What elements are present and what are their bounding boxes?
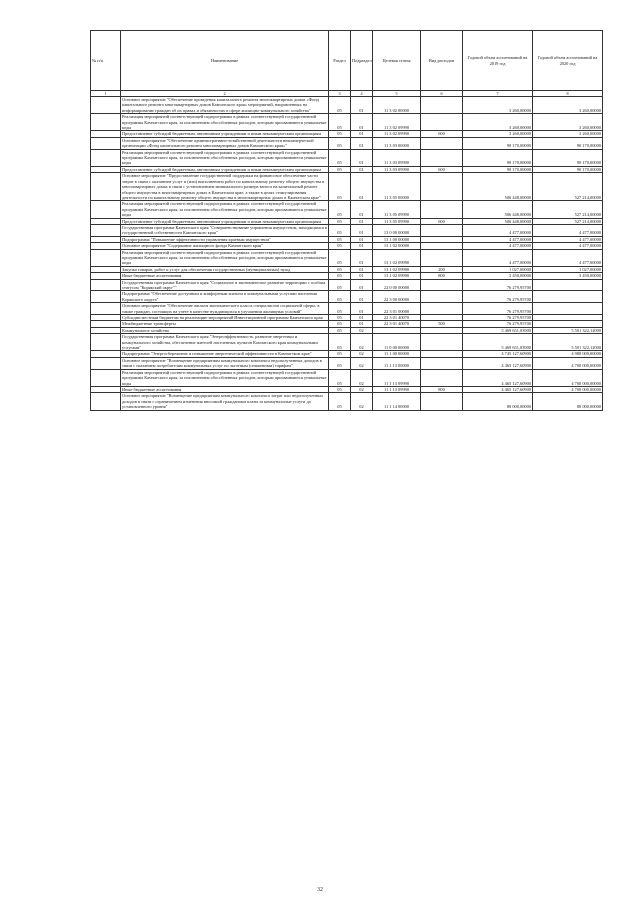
row-num-cell	[91, 97, 121, 114]
row-name-cell: Реализация мероприятий соответствующей подпрограммы в рамках соответствующей государственной программы Камчатского края, за исключением обособленных расходов, которым присваиваются уникальные коды	[121, 249, 329, 266]
row-name-cell: Подпрограмма "Энергосбережение и повышение энергетической эффективности в Камчатском крае"	[121, 351, 329, 357]
row-num-cell	[91, 114, 121, 131]
row-num-cell	[91, 279, 121, 291]
row-statya-cell: 11 3 05 00000	[373, 173, 421, 201]
row-statya-cell: 13 1 02 09990	[373, 266, 421, 272]
row-podrazdel-cell: 01	[351, 224, 373, 236]
row-podrazdel-cell: 01	[351, 279, 373, 291]
row-vid-cell	[421, 224, 463, 236]
row-vid-cell	[421, 279, 463, 291]
row-name-cell: Основное мероприятие "Возмещение предприятиям коммунального комплекса затрат или недополученных доходов в связи с ограничением изменения вносимой гражданами платы за коммунальные услуги до установленного уровня"	[121, 393, 329, 410]
row-2019-cell: 76 279,95700	[463, 315, 533, 321]
row-vid-cell: 500	[421, 321, 463, 327]
row-num-cell	[91, 201, 121, 218]
row-name-cell: Предоставление субсидий бюджетным, автономным учреждениям и иным некоммерческим организациям	[121, 218, 329, 224]
row-2020-cell: 4 980 000,00000	[533, 351, 603, 357]
row-2019-cell: 3 260,00000	[463, 114, 533, 131]
row-vid-cell: 800	[421, 273, 463, 279]
row-statya-cell: 13 0 00 00000	[373, 224, 421, 236]
row-podrazdel-cell: 01	[351, 291, 373, 303]
row-name-cell: Основное мероприятие "Обеспечение проведения капитального ремонта многоквартирных домов «Фонд капитального ремонта многоквартирных домов Камчатского края» мероприятий, направленных на информирование граждан об их правах и обязанностях в сфере жилищно-коммунального хозяйства"	[121, 97, 329, 114]
row-num-cell	[91, 291, 121, 303]
row-2019-cell: 4 477,00000	[463, 236, 533, 242]
row-vid-cell	[421, 97, 463, 114]
row-podrazdel-cell: 01	[351, 236, 373, 242]
row-razdel-cell: 05	[329, 303, 351, 315]
row-name-cell: Иные бюджетные ассигнования	[121, 386, 329, 392]
row-vid-cell	[421, 137, 463, 149]
row-razdel-cell: 05	[329, 279, 351, 291]
row-razdel-cell: 05	[329, 321, 351, 327]
row-razdel-cell: 05	[329, 149, 351, 166]
row-2019-cell: 90 170,00000	[463, 137, 533, 149]
row-name-cell: Основное мероприятие "Содержание жилищного фонда Камчатского края"	[121, 243, 329, 249]
row-2019-cell: 4 745 127,60900	[463, 351, 533, 357]
row-name-cell: Государственная программа Камчатского края "Социальное и экономическое развитие территории с особым статусом "Корякский округ""	[121, 279, 329, 291]
row-podrazdel-cell: 01	[351, 303, 373, 315]
row-2020-cell	[533, 303, 603, 315]
row-razdel-cell: 05	[329, 218, 351, 224]
index-cell: 5	[373, 91, 421, 97]
row-name-cell: Подпрограмма "Обеспечение доступным и комфортным жильем и коммунальными услугами населения Корякского округа"	[121, 291, 329, 303]
row-2020-cell: 90 170,00000	[533, 166, 603, 172]
row-name-cell: Реализация мероприятий соответствующей подпрограммы в рамках соответствующей государственной программы Камчатского края, за исключением обособленных расходов, которым присваиваются уникальные коды	[121, 149, 329, 166]
index-cell: 3	[329, 91, 351, 97]
row-razdel-cell: 05	[329, 315, 351, 321]
row-name-cell: Государственная программа Камчатского края "Совершенствование управления имуществом, находящимся в государственной собственности Камчатского края"	[122, 224, 327, 236]
row-2020-cell: 3 260,00000	[533, 131, 603, 137]
row-name-cell: Основное мероприятие "Возмещение предприятиям коммунального комплекса недополученных доходов в связи с оказанием потребителям коммунальных услуг по льготным (сниженным) тарифам"	[121, 357, 329, 369]
row-2019-cell: 506 448,00000	[463, 218, 533, 224]
row-2019-cell: 76 279,95700	[463, 291, 533, 303]
row-statya-cell: 22 0 00 00000	[373, 279, 421, 291]
row-razdel-cell: 05	[329, 357, 351, 369]
table-row	[91, 149, 603, 166]
row-statya-cell: 13 1 02 00000	[373, 243, 421, 249]
row-num-cell	[91, 224, 121, 236]
row-razdel-cell: 05	[329, 173, 351, 201]
header-num: № п/п	[91, 31, 121, 91]
table-row	[91, 303, 603, 315]
row-vid-cell: 600	[421, 166, 463, 172]
row-2019-cell: 76 279,95700	[463, 303, 533, 315]
row-razdel-cell: 05	[329, 97, 351, 114]
table-row	[91, 334, 603, 351]
row-2019-cell: 4 477,00000	[463, 249, 533, 266]
row-2019-cell: 4 465 127,60900	[463, 386, 533, 392]
index-cell: 2	[121, 91, 329, 97]
row-vid-cell	[421, 369, 463, 386]
row-2019-cell: 4 465 127,60900	[463, 369, 533, 386]
row-2020-cell: 5 501 322,12000	[533, 334, 603, 351]
row-name-cell: Основное мероприятие "Обеспечение административно-хозяйственной деятельности некоммерческой организации «Фонд капитального ремонта многоквартирных домов Камчатского края»"	[121, 137, 329, 149]
row-statya-cell: 22 3 01 40070	[373, 321, 421, 327]
budget-table	[90, 30, 603, 411]
row-statya-cell: 11 3 02 00000	[373, 97, 421, 114]
table-row	[91, 173, 603, 201]
table-row	[91, 97, 603, 114]
row-vid-cell	[421, 291, 463, 303]
row-2019-cell: 3 450,00000	[463, 273, 533, 279]
row-podrazdel-cell: 02	[351, 357, 373, 369]
table-body	[91, 97, 603, 411]
header-vid: Вид расходов	[421, 31, 463, 91]
row-razdel-cell: 05	[329, 393, 351, 410]
row-2019-cell: 76 279,95700	[463, 321, 533, 327]
header-name: Наименование	[121, 31, 329, 91]
row-2019-cell: 90 170,00000	[463, 149, 533, 166]
row-statya-cell: 11 1 13 09990	[373, 386, 421, 392]
row-razdel-cell: 05	[329, 131, 351, 137]
row-razdel-cell: 05	[329, 249, 351, 266]
row-statya-cell: 11 1 13 00000	[373, 357, 421, 369]
row-razdel-cell: 05	[329, 291, 351, 303]
row-razdel-cell: 05	[329, 273, 351, 279]
header-2020: Годовой объем ассигнований на 2020 год	[533, 31, 603, 91]
row-vid-cell	[421, 114, 463, 131]
row-statya-cell: 11 3 03 00000	[373, 137, 421, 149]
row-2019-cell: 1 027,00000	[463, 266, 533, 272]
row-statya-cell: 22 3 00 00000	[373, 291, 421, 303]
row-name-cell: Подпрограмма "Повышение эффективности управления краевым имуществом"	[121, 236, 329, 242]
row-vid-cell	[421, 149, 463, 166]
row-num-cell	[91, 173, 121, 201]
row-2020-cell: 4 477,00000	[533, 224, 603, 236]
index-cell: 1	[91, 91, 121, 97]
row-statya-cell: 11 1 13 09990	[373, 369, 421, 386]
row-2020-cell: 527 214,00000	[533, 201, 603, 218]
row-podrazdel-cell: 01	[351, 97, 373, 114]
row-vid-cell	[421, 303, 463, 315]
header-2019: Годовой объем ассигнований на 2019 год	[463, 31, 533, 91]
row-podrazdel-cell: 02	[351, 386, 373, 392]
row-razdel-cell: 05	[329, 236, 351, 242]
row-razdel-cell: 05	[329, 327, 351, 333]
table-row	[91, 369, 603, 386]
row-razdel-cell: 05	[329, 351, 351, 357]
row-statya-cell: 11 3 02 09990	[373, 114, 421, 131]
row-2019-cell: 4 477,00000	[463, 243, 533, 249]
row-podrazdel-cell: 01	[351, 131, 373, 137]
table-header-row	[91, 31, 603, 91]
row-2019-cell: 506 448,00000	[463, 173, 533, 201]
row-statya-cell: 11 1 00 00000	[373, 351, 421, 357]
row-razdel-cell: 05	[329, 334, 351, 351]
row-statya-cell: 11 0 00 00000	[373, 334, 421, 351]
row-2019-cell: 4 465 127,60900	[463, 357, 533, 369]
table-row	[91, 279, 603, 291]
row-2020-cell: 90 170,00000	[533, 137, 603, 149]
row-podrazdel-cell: 02	[351, 327, 373, 333]
row-vid-cell	[421, 393, 463, 410]
row-2019-cell: 5 469 651,03900	[463, 327, 533, 333]
row-podrazdel-cell: 01	[351, 173, 373, 201]
row-2019-cell: 5 469 651,03900	[463, 334, 533, 351]
row-2020-cell: 90 170,00000	[533, 149, 603, 166]
row-2019-cell: 80 000,00000	[463, 393, 533, 410]
row-statya-cell: 22 3 01 00000	[373, 303, 421, 315]
table-row	[91, 224, 603, 236]
row-podrazdel-cell: 01	[351, 166, 373, 172]
row-razdel-cell: 05	[329, 266, 351, 272]
row-2020-cell: 3 450,00000	[533, 273, 603, 279]
table-row	[91, 249, 603, 266]
row-2019-cell: 3 260,00000	[463, 131, 533, 137]
row-name-cell: Коммунальное хозяйство	[121, 327, 329, 333]
row-name-cell: Реализация мероприятий соответствующей подпрограммы в рамках соответствующей государственной программы Камчатского края, за исключением обособленных расходов, которым присваиваются уникальные коды	[121, 201, 329, 218]
row-name-cell: Основное мероприятие "Обеспечение жильем экономического класса специалистов социальной сферы, в также граждан, состоящих на учете в качестве нуждающихся в улучшении жилищных условий"	[121, 303, 329, 315]
row-num-cell	[91, 149, 121, 166]
row-2020-cell: 4 477,00000	[533, 236, 603, 242]
index-cell: 7	[463, 91, 533, 97]
table-row	[91, 357, 603, 369]
row-podrazdel-cell: 01	[351, 114, 373, 131]
row-num-cell	[91, 137, 121, 149]
row-2020-cell	[533, 279, 603, 291]
row-podrazdel-cell: 01	[351, 249, 373, 266]
row-num-cell	[91, 249, 121, 266]
row-2020-cell: 5 501 322,12000	[533, 327, 603, 333]
row-2019-cell: 90 170,00000	[463, 166, 533, 172]
row-name-cell: Иные бюджетные ассигнования	[121, 273, 329, 279]
index-cell: 8	[533, 91, 603, 97]
row-vid-cell: 600	[421, 131, 463, 137]
index-cell: 6	[421, 91, 463, 97]
row-num-cell	[91, 334, 121, 351]
row-2020-cell: 527 214,00000	[533, 173, 603, 201]
row-2020-cell: 4 477,00000	[533, 243, 603, 249]
row-name-cell: Закупка товаров, работ и услуг для обеспечения государственных (муниципальных) нужд	[121, 266, 329, 272]
row-2019-cell: 506 448,00000	[463, 201, 533, 218]
header-podrazdel: Подраздел	[351, 31, 373, 91]
row-vid-cell	[421, 173, 463, 201]
row-name-cell: Предоставление субсидий бюджетным, автономным учреждениям и иным некоммерческим организациям	[121, 131, 329, 137]
row-vid-cell: 600	[421, 218, 463, 224]
row-podrazdel-cell: 02	[351, 334, 373, 351]
row-podrazdel-cell: 01	[351, 201, 373, 218]
header-statya: Целевая статья	[373, 31, 421, 91]
row-2020-cell: 1 027,00000	[533, 266, 603, 272]
row-razdel-cell: 05	[329, 114, 351, 131]
row-razdel-cell: 05	[329, 224, 351, 236]
row-vid-cell: 200	[421, 266, 463, 272]
row-razdel-cell: 05	[329, 369, 351, 386]
row-2020-cell	[533, 291, 603, 303]
row-vid-cell	[421, 357, 463, 369]
row-2020-cell: 3 260,00000	[533, 97, 603, 114]
row-2020-cell: 80 000,00000	[533, 393, 603, 410]
row-podrazdel-cell: 01	[351, 315, 373, 321]
row-statya-cell: 13 1 02 09990	[373, 249, 421, 266]
row-2020-cell: 4 700 000,00000	[533, 369, 603, 386]
row-statya-cell: 11 3 03 09990	[373, 149, 421, 166]
row-2019-cell: 4 477,00000	[463, 224, 533, 236]
row-num-cell	[91, 369, 121, 386]
row-podrazdel-cell: 01	[351, 149, 373, 166]
row-vid-cell	[421, 249, 463, 266]
row-num-cell	[91, 357, 121, 369]
row-statya-cell: 11 1 14 00000	[373, 393, 421, 410]
row-statya-cell: 22 3 01 40070	[373, 315, 421, 321]
row-razdel-cell: 05	[329, 201, 351, 218]
row-podrazdel-cell: 02	[351, 369, 373, 386]
table-row	[91, 393, 603, 410]
table-row	[91, 291, 603, 303]
row-vid-cell: 800	[421, 386, 463, 392]
row-num-cell	[91, 303, 121, 315]
row-podrazdel-cell: 01	[351, 321, 373, 327]
page-number: 32	[317, 887, 323, 893]
row-2020-cell: 4 700 000,00000	[533, 357, 603, 369]
row-statya-cell: 11 3 05 09990	[373, 201, 421, 218]
row-podrazdel-cell: 02	[351, 393, 373, 410]
row-2020-cell: 4 477,00000	[533, 249, 603, 266]
row-num-cell	[91, 393, 121, 410]
table-row	[91, 114, 603, 131]
row-statya-cell: 11 3 02 09990	[373, 131, 421, 137]
row-name-cell: Государственная программа Камчатского края "Энергоэффективность, развитие энергетики и коммунального хозяйства, обеспечение жителей населенных пунктов Камчатского края коммунальными услугами"	[121, 334, 329, 351]
row-vid-cell	[421, 334, 463, 351]
table-row	[91, 137, 603, 149]
row-vid-cell	[421, 201, 463, 218]
row-statya-cell: 11 3 05 09990	[373, 218, 421, 224]
header-razdel: Раздел	[329, 31, 351, 91]
table-row	[91, 201, 603, 218]
row-podrazdel-cell: 01	[351, 273, 373, 279]
row-name-cell: Межбюджетные трансферты	[121, 321, 329, 327]
row-2020-cell: 4 700 000,00000	[533, 386, 603, 392]
row-name-cell: Предоставление субсидий бюджетным, автономным учреждениям и иным некоммерческим организациям	[121, 166, 329, 172]
row-2020-cell: 3 260,00000	[533, 114, 603, 131]
row-2019-cell: 76 279,95700	[463, 279, 533, 291]
row-podrazdel-cell: 01	[351, 243, 373, 249]
row-podrazdel-cell: 01	[351, 266, 373, 272]
row-razdel-cell: 05	[329, 166, 351, 172]
row-2020-cell: 527 214,00000	[533, 218, 603, 224]
row-name-cell: Реализация мероприятий соответствующей подпрограммы в рамках соответствующей государственной программы Камчатского края, за исключением обособленных расходов, которым присваиваются уникальные коды	[121, 369, 329, 386]
row-name-cell: Реализация мероприятий соответствующей подпрограммы в рамках соответствующей государственной программы Камчатского края, за исключением обособленных расходов, которым присваиваются уникальные коды	[121, 114, 329, 131]
row-2019-cell: 3 260,00000	[463, 97, 533, 114]
row-razdel-cell: 05	[329, 386, 351, 392]
row-statya-cell: 11 3 03 09990	[373, 166, 421, 172]
row-name-cell: Основное мероприятие "Предоставление государственной поддержки на финансовое обеспечение части затрат в связи с оказанием услуг и (или) выполнением работ по капитальному ремонту общего имущества в многоквартирных домах в связи с установлением минимального размера взноса на капитальный ремонт общего имущества в многоквартирных домах в Камчатском крае, а также в целях стимулирования деятельности по капитальному ремонту общего имущества в многоквартирных домах в Камчатском крае"	[121, 173, 329, 201]
row-podrazdel-cell: 02	[351, 351, 373, 357]
row-statya-cell: 13 1 00 00000	[373, 236, 421, 242]
index-cell: 4	[351, 91, 373, 97]
row-razdel-cell: 05	[329, 243, 351, 249]
row-statya-cell: 13 1 02 09990	[373, 273, 421, 279]
row-podrazdel-cell: 01	[351, 218, 373, 224]
row-podrazdel-cell: 01	[351, 137, 373, 149]
row-razdel-cell: 05	[329, 137, 351, 149]
row-name-cell: Субсидии местным бюджетам на реализацию мероприятий Инвестиционной программы Камчатского края	[121, 315, 329, 321]
